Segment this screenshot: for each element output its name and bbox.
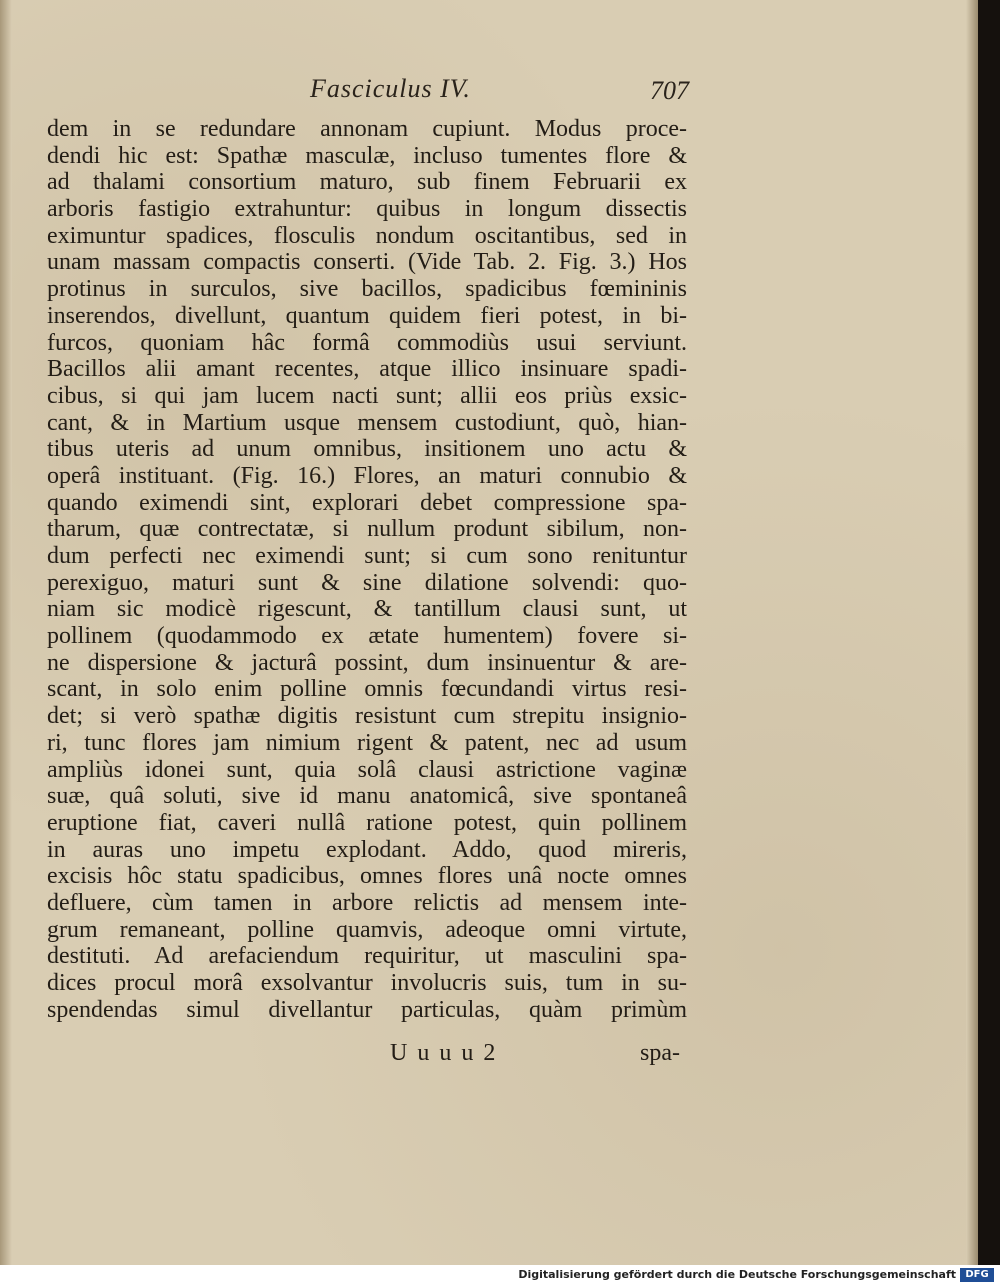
body-text (47, 116, 687, 1023)
digitization-footer (0, 1265, 1000, 1285)
text-line: tharum, quæ contrectatæ, si nullum produnt sibilum, non- (47, 516, 687, 543)
text-line: dendi hic est: Spathæ masculæ, incluso tumentes flore & (47, 142, 687, 169)
text-line: destituti. Ad arefaciendum requiritur, ut masculini spa- (47, 943, 687, 970)
text-line: ampliùs idonei sunt, quia solâ clausi astrictione vaginæ (47, 756, 687, 783)
text-line: eximuntur spadices, flosculis nondum oscitantibus, sed in (47, 222, 687, 249)
text-line: perexiguo, maturi sunt & sine dilatione solvendi: quo- (47, 569, 687, 596)
dfg-logo: DFG (960, 1268, 994, 1282)
text-line: defluere, cùm tamen in arbore relictis ad mensem inte- (47, 889, 687, 916)
text-line: protinus in surculos, sive bacillos, spadicibus fœmininis (47, 276, 687, 303)
page-gutter-shadow (0, 0, 12, 1265)
catch-line (40, 1040, 690, 1070)
running-title: Fasciculus IV. (310, 74, 471, 103)
text-line: in auras uno impetu explodant. Addo, quod mireris, (47, 836, 687, 863)
text-line: operâ instituant. (Fig. 16.) Flores, an maturi connubio & (47, 462, 687, 489)
text-line: dices procul morâ exsolvantur involucris suis, tum in su- (47, 970, 687, 996)
running-head (40, 74, 700, 112)
text-line: pollinem (quodammodo ex ætate humentem) fovere si- (47, 623, 687, 650)
page-edge-shadow (966, 0, 978, 1265)
text-line: ri, tunc flores jam nimium rigent & patent, nec ad usum (47, 729, 687, 756)
text-line: tibus uteris ad unum omnibus, insitionem uno actu & (47, 436, 687, 463)
text-line: cibus, si qui jam lucem nacti sunt; allii eos priùs exsic- (47, 382, 687, 409)
text-line: quando eximendi sint, explorari debet compressione spa- (47, 489, 687, 516)
text-line: inserendos, divellunt, quantum quidem fieri potest, in bi- (47, 302, 687, 329)
text-line: furcos, quoniam hâc formâ commodiùs usui serviunt. (47, 329, 687, 356)
text-line: eruptione fiat, caveri nullâ ratione potest, quin pollinem (47, 809, 687, 836)
text-line: dem in se redundare annonam cupiunt. Modus proce- (47, 116, 687, 142)
text-line: ad thalami consortium maturo, sub finem Februarii ex (47, 169, 687, 196)
text-line: scant, in solo enim polline omnis fœcundandi virtus resi- (47, 676, 687, 703)
text-line: dum perfecti nec eximendi sunt; si cum sono renituntur (47, 543, 687, 569)
text-line: suæ, quâ soluti, sive id manu anatomicâ, sive spontaneâ (47, 783, 687, 810)
text-line: arboris fastigio extrahuntur: quibus in longum dissectis (47, 196, 687, 223)
catchword: spa- (640, 1040, 680, 1066)
text-line: Bacillos alii amant recentes, atque illico insinuare spadi- (47, 356, 687, 383)
text-line: excisis hôc statu spadicibus, omnes flores unâ nocte omnes (47, 863, 687, 890)
signature-mark: U u u u 2 (390, 1040, 498, 1066)
text-line: unam massam compactis conserti. (Vide Tab. 2. Fig. 3.) Hos (47, 249, 687, 276)
text-line: cant, & in Martium usque mensem custodiunt, quò, hian- (47, 409, 687, 436)
text-line: ne dispersione & jacturâ possint, dum insinuentur & are- (47, 649, 687, 676)
text-line: grum remaneant, polline quamvis, adeoque omni virtute, (47, 916, 687, 943)
funding-credit: Digitalisierung gefördert durch die Deutsche Forschungsgemeinschaft (518, 1268, 956, 1281)
page-number: 707 (650, 76, 689, 105)
text-line: spendendas simul divellantur particulas, quàm primùm (47, 996, 687, 1023)
text-line: det; si verò spathæ digitis resistunt cum strepitu insignio- (47, 703, 687, 730)
text-line: niam sic modicè rigescunt, & tantillum clausi sunt, ut (47, 596, 687, 623)
